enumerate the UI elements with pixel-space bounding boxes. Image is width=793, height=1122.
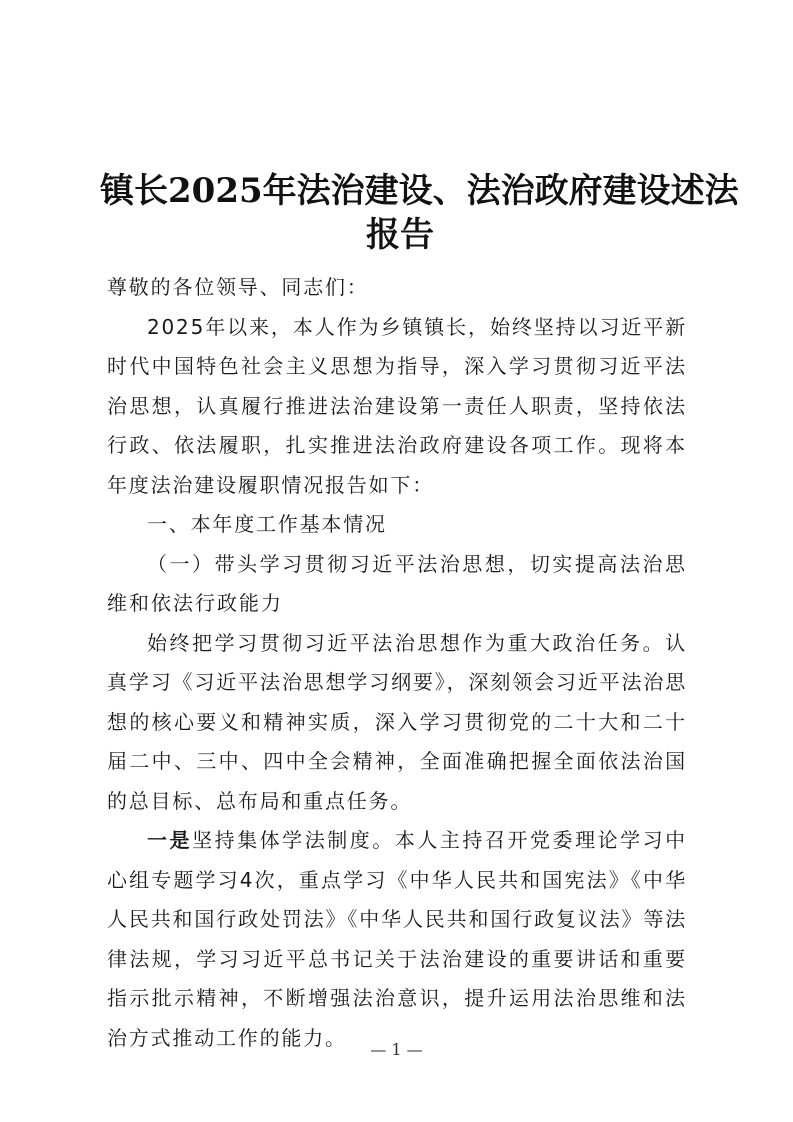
subsection-heading-1: （一）带头学习贯彻习近平法治思想，切实提高法治思维和依法行政能力 [107, 551, 687, 615]
subsection-1-paragraph: 始终把学习贯彻习近平法治思想作为重大政治任务。认真学习《习近平法治思想学习纲要》，深刻领会习近平法治思想的核心要义和精神实质，深入学习贯彻党的二十大和二十届二中、三中、四中全会精神，全面准确把握全面依法治国的总目标、总布局和重点任务。 [107, 630, 687, 813]
section-heading-1: 一、本年度工作基本情况 [147, 512, 387, 536]
title-line-1: 镇长2025年法治建设、法治政府建设述法 [100, 170, 739, 211]
point-1-lead: 一是 [147, 828, 193, 852]
point-1-paragraph [107, 821, 687, 1058]
intro-paragraph: 2025年以来，本人作为乡镇镇长，始终坚持以习近平新时代中国特色社会主义思想为指导，深入学习贯彻习近平法治思想，认真履行推进法治建设第一责任人职责，坚持依法行政、依法履职，扎实推进法治政府建设各项工作。现将本年度法治建设履职情况报告如下： [107, 314, 687, 497]
point-1-body: 坚持集体学法制度。本人主持召开党委理论学习中心组专题学习4次，重点学习《中华人民共和国宪法》《中华人民共和国行政处罚法》《中华人民共和国行政复议法》等法律法规，学习习近平总书记关于法治建设的重要讲话和重要指示批示精神，不断增强法治意识，提升运用法治思维和法治方式推动工作的能力。 [107, 828, 687, 1050]
title-line-2: 报告 [366, 214, 434, 255]
document-body [107, 268, 687, 1058]
document-title [100, 169, 739, 257]
salutation: 尊敬的各位领导、同志们： [107, 275, 369, 299]
page-number: — 1 — [370, 1040, 423, 1059]
